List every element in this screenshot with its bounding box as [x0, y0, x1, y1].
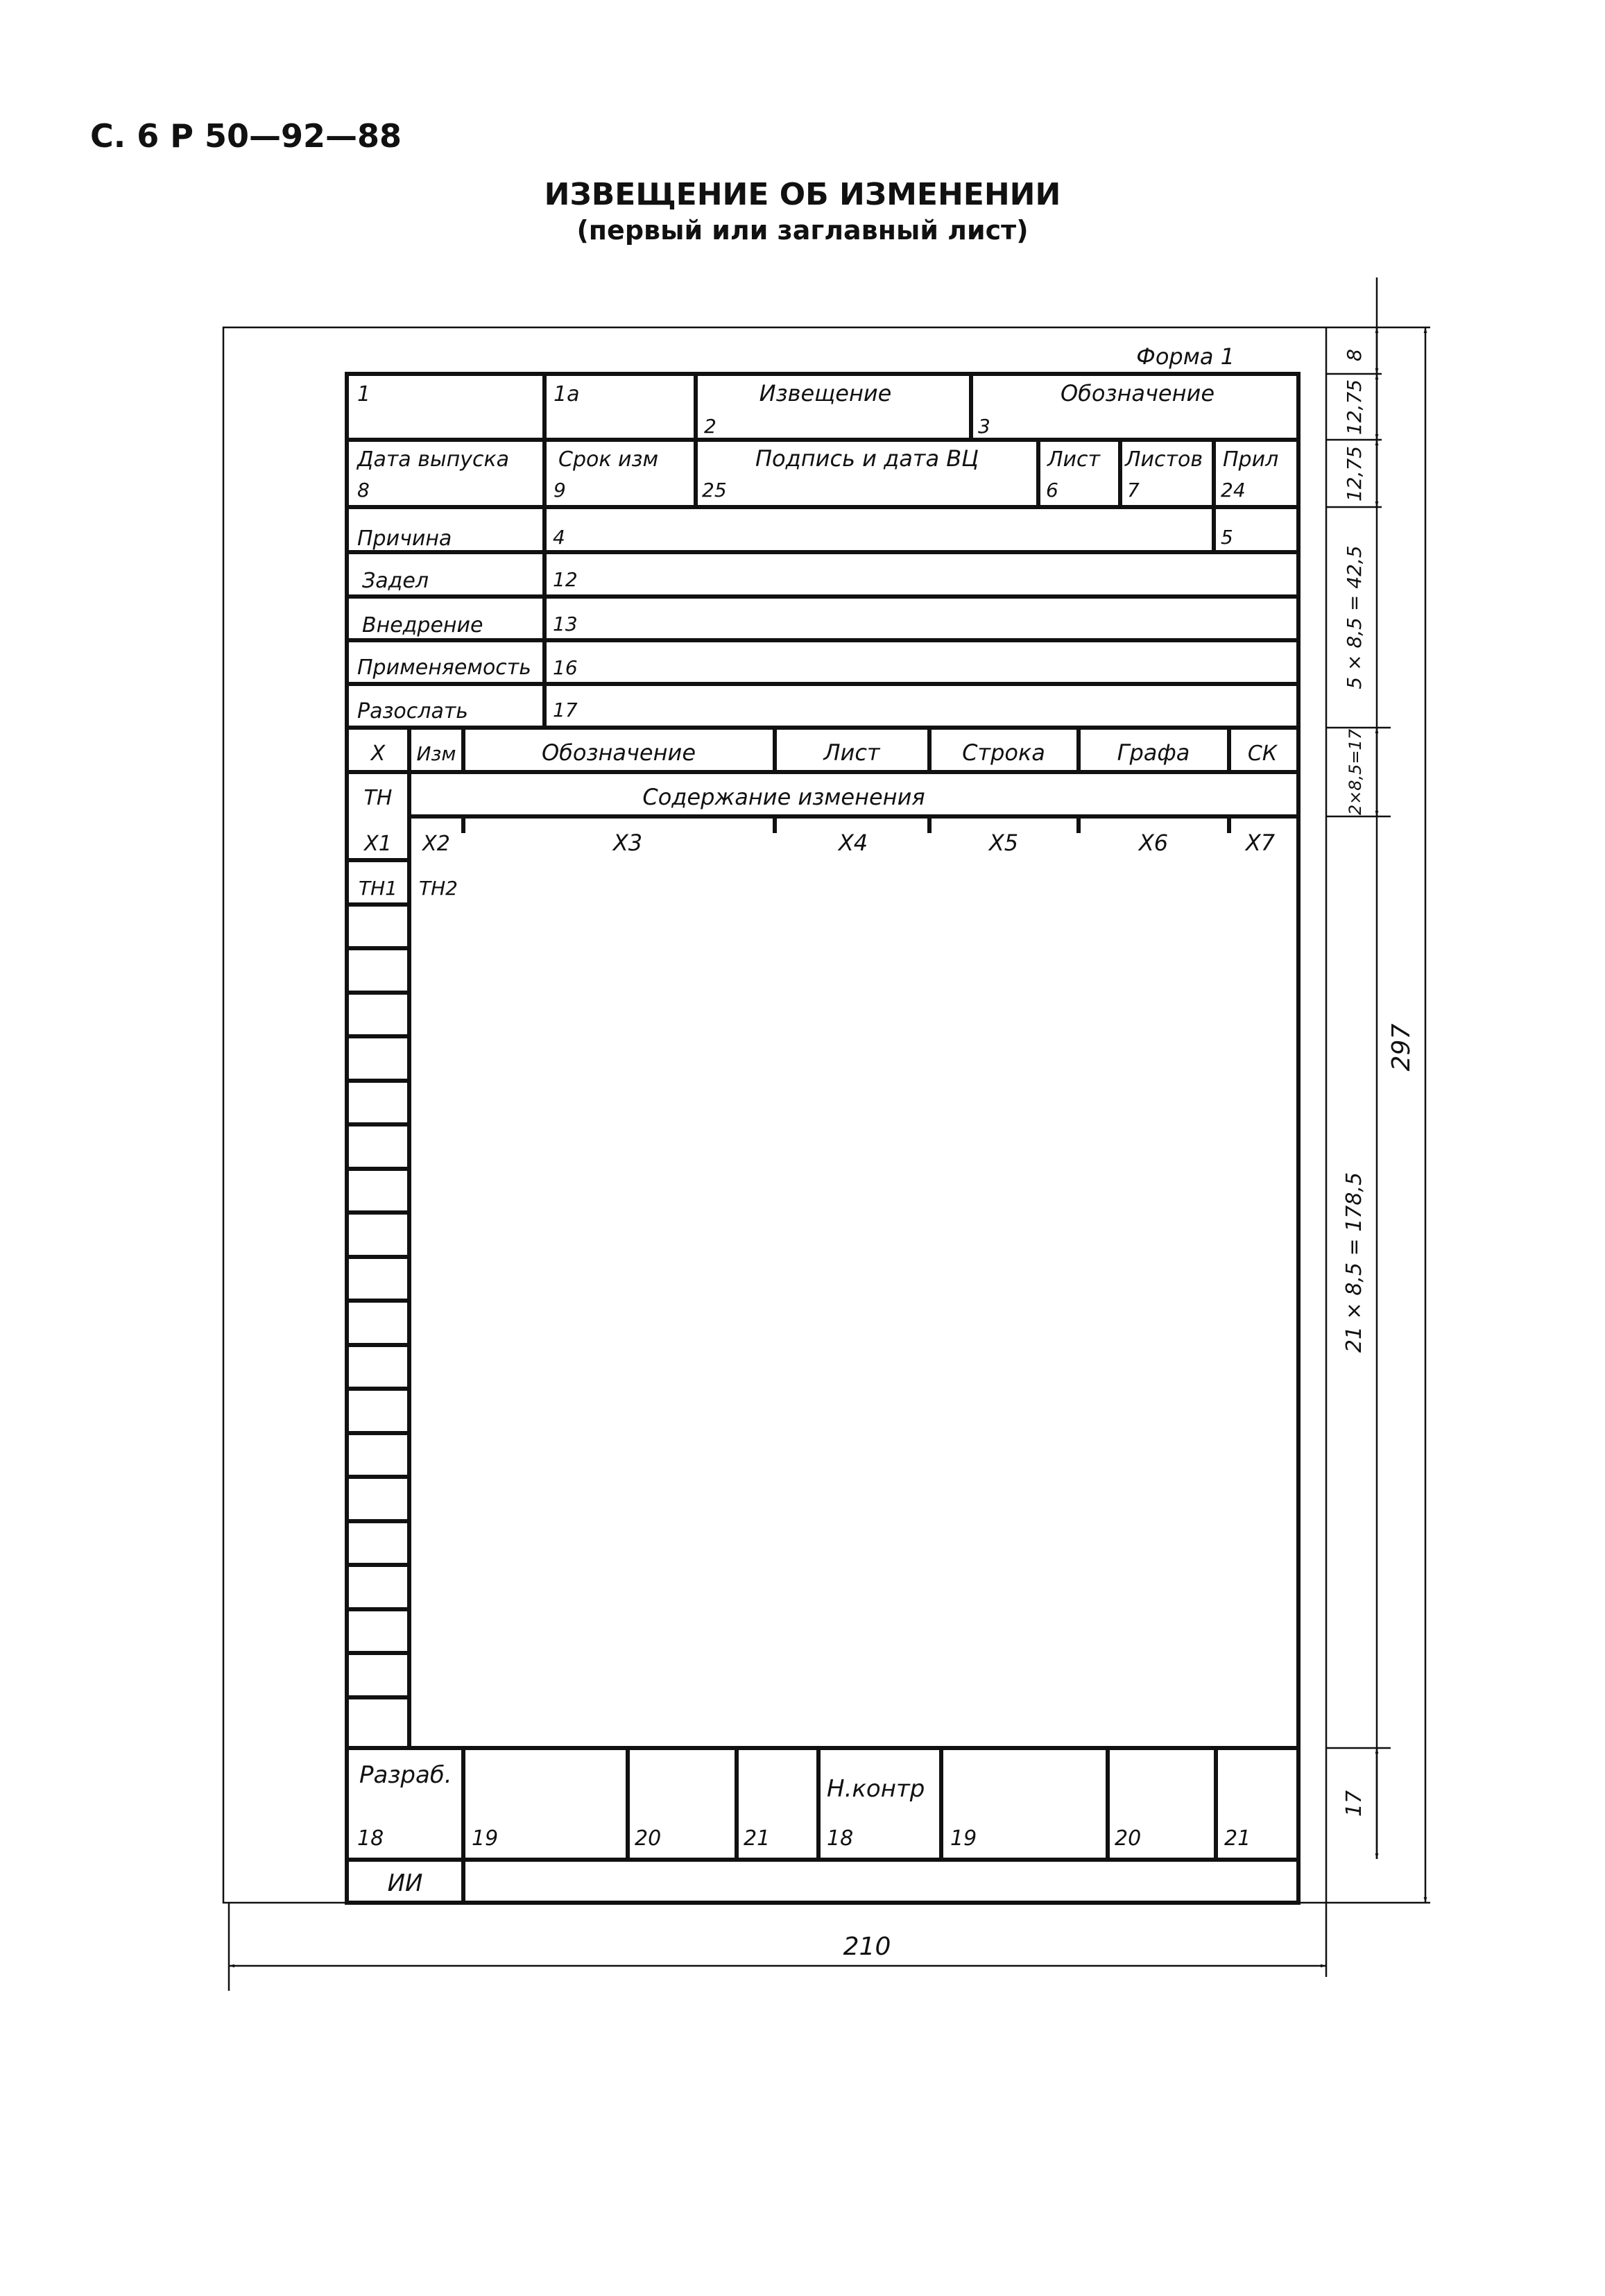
- nkontr-num-18: 18: [827, 1826, 854, 1851]
- page-title: ИЗВЕЩЕНИЕ ОБ ИЗМЕНЕНИИ: [544, 177, 1061, 212]
- x-7: Х7: [1245, 830, 1276, 856]
- pril-num: 24: [1221, 479, 1246, 502]
- content-th: ТН: [363, 786, 393, 810]
- nkontr-num-20: 20: [1115, 1826, 1142, 1851]
- sheet-outline: [223, 327, 1326, 1903]
- dim-12a: 12,75: [1343, 379, 1366, 436]
- info-num-vnedrenie: 13: [553, 612, 578, 635]
- dim-210-label: 210: [843, 1933, 891, 1961]
- th-2: ТН2: [419, 877, 458, 900]
- th-1: ТН1: [359, 877, 397, 900]
- content-label: Содержание изменения: [642, 784, 925, 810]
- srok-izm-label: Срок изм: [558, 447, 659, 472]
- info-label-vnedrenie: Внедрение: [362, 613, 483, 637]
- col-grafa: Графа: [1117, 739, 1190, 766]
- form-frame: [347, 374, 1298, 1903]
- nkontr-num-19: 19: [950, 1826, 977, 1851]
- dim-42: 5 × 8,5 = 42,5: [1343, 545, 1366, 689]
- razrab-label: Разраб.: [359, 1761, 452, 1789]
- razrab-num-20: 20: [635, 1826, 662, 1851]
- dim-17b: 17: [1342, 1790, 1366, 1817]
- x-3: Х3: [612, 830, 643, 856]
- footer-block: [347, 1748, 1298, 1903]
- podpis-num: 25: [702, 479, 727, 502]
- oboznachenie-label: Обозначение: [1060, 380, 1215, 406]
- info-num-razoslat: 17: [553, 699, 578, 721]
- col-sk: СК: [1247, 742, 1278, 766]
- x-5: Х5: [988, 830, 1019, 856]
- info-rows: [347, 507, 1298, 728]
- cell-1: 1: [357, 382, 371, 406]
- row-1: [347, 374, 1298, 507]
- dim-297-label: 297: [1387, 1023, 1416, 1072]
- info-label-prichina: Причина: [357, 526, 452, 551]
- page-subtitle: (первый или заглавный лист): [576, 215, 1029, 246]
- data-vypuska-label: Дата выпуска: [357, 447, 509, 472]
- col-stroka: Строка: [962, 739, 1045, 766]
- content-header-row: [364, 772, 1298, 1748]
- dim-17a: 2×8,5=17: [1346, 728, 1365, 816]
- dim-12b: 12,75: [1343, 445, 1366, 502]
- info-extra-prichina: 5: [1221, 526, 1233, 549]
- dim-178: 21 × 8,5 = 178,5: [1342, 1172, 1366, 1353]
- pril-label: Прил: [1223, 447, 1279, 472]
- form-label: Форма 1: [1136, 343, 1235, 370]
- ii-label: ИИ: [387, 1869, 423, 1897]
- info-num-zadel: 12: [553, 568, 578, 591]
- srok-izm-num: 9: [553, 479, 566, 502]
- info-label-primenyaemost: Применяемость: [357, 656, 531, 680]
- dim-297: [1387, 327, 1425, 1903]
- dimension-column: [1326, 277, 1391, 1859]
- izveshchenie-num: 2: [704, 415, 716, 438]
- podpis-label: Подпись и дата ВЦ: [755, 445, 979, 472]
- x-row: [347, 830, 1276, 900]
- info-label-zadel: Задел: [362, 569, 429, 593]
- cell-1a: 1а: [553, 382, 580, 406]
- col-izm: Изм: [416, 742, 456, 765]
- nkontr-label: Н.контр: [827, 1775, 925, 1803]
- nkontr-num-21: 21: [1224, 1826, 1251, 1851]
- list-num: 6: [1046, 479, 1058, 502]
- info-num-primenyaemost: 16: [553, 656, 578, 679]
- x-2: Х2: [422, 832, 450, 856]
- listov-label: Листов: [1125, 447, 1203, 472]
- razrab-num-21: 21: [744, 1826, 771, 1851]
- info-label-razoslat: Разослать: [357, 699, 468, 723]
- razrab-num-19: 19: [472, 1826, 499, 1851]
- x-6: Х6: [1138, 830, 1169, 856]
- info-num-prichina: 4: [553, 526, 565, 549]
- col-list: Лист: [823, 739, 880, 766]
- dim-8: 8: [1343, 349, 1366, 361]
- row-2: [347, 440, 1298, 552]
- columns-header-row: [347, 728, 1298, 772]
- col-x: Х: [370, 742, 386, 766]
- page-header: С. 6 Р 50—92—88: [90, 117, 402, 155]
- list-label: Лист: [1047, 447, 1101, 472]
- oboznachenie-num: 3: [978, 415, 990, 438]
- left-grid-lines: [347, 905, 409, 1697]
- razrab-num-18: 18: [357, 1826, 384, 1851]
- x-4: Х4: [838, 830, 868, 856]
- col-oboznachenie: Обозначение: [541, 739, 696, 766]
- dim-210: [229, 1933, 1326, 1966]
- izveshchenie-label: Извещение: [759, 380, 892, 406]
- x-1: Х1: [364, 832, 392, 856]
- listov-num: 7: [1127, 479, 1140, 502]
- data-vypuska-num: 8: [357, 479, 370, 502]
